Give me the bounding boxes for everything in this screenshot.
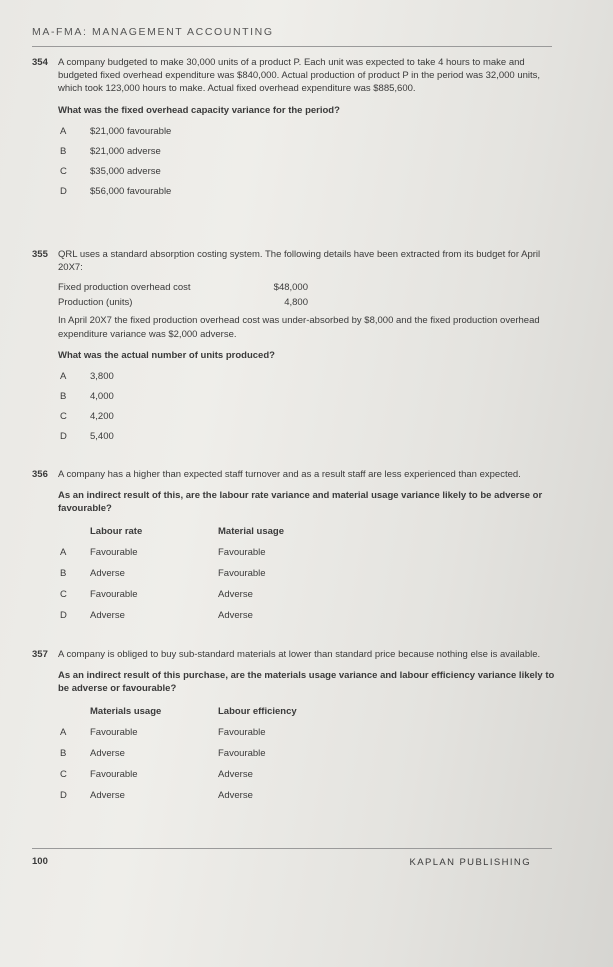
option-d[interactable] bbox=[58, 605, 558, 626]
running-header: MA-FMA: MANAGEMENT ACCOUNTING bbox=[32, 26, 274, 38]
option-b[interactable] bbox=[58, 743, 558, 764]
option-cell: Adverse bbox=[218, 768, 253, 780]
question-prompt: What was the fixed overhead capacity variance for the period? bbox=[58, 104, 340, 116]
option-text: $21,000 favourable bbox=[90, 126, 172, 138]
option-letter: B bbox=[60, 567, 67, 579]
detail-row bbox=[58, 295, 558, 310]
question-number: 356 bbox=[32, 469, 48, 480]
option-cell: Favourable bbox=[90, 726, 138, 738]
header-rule bbox=[32, 46, 552, 47]
option-cell: Favourable bbox=[218, 747, 266, 759]
option-letter: C bbox=[60, 768, 67, 780]
option-a[interactable] bbox=[58, 367, 558, 387]
option-text: 4,200 bbox=[90, 411, 114, 423]
option-a[interactable] bbox=[58, 122, 558, 142]
options-list bbox=[58, 367, 558, 447]
question-stem: QRL uses a standard absorption costing system. The following details have been extracted from its budget for April 20X7: bbox=[58, 249, 541, 274]
option-d[interactable] bbox=[58, 427, 558, 447]
option-b[interactable] bbox=[58, 563, 558, 584]
option-text: 5,400 bbox=[90, 431, 114, 443]
question-stem-continued: In April 20X7 the fixed production overhead cost was under-absorbed by $8,000 and the fixed production overhead expenditure variance was $2,000 adverse. bbox=[58, 315, 540, 340]
option-c[interactable] bbox=[58, 764, 558, 785]
option-letter: D bbox=[60, 609, 67, 621]
detail-value: 4,800 bbox=[284, 297, 308, 309]
question-prompt: As an indirect result of this purchase, are the materials usage variance and labour efficiency variance likely to be adverse or favourable? bbox=[58, 670, 555, 695]
option-cell: Favourable bbox=[218, 726, 266, 738]
option-letter: B bbox=[60, 747, 67, 759]
option-cell: Adverse bbox=[90, 789, 125, 801]
option-text: $35,000 adverse bbox=[90, 166, 161, 178]
option-letter: B bbox=[60, 391, 67, 403]
option-cell: Favourable bbox=[218, 567, 266, 579]
option-letter: A bbox=[60, 546, 67, 558]
option-letter: C bbox=[60, 166, 67, 178]
question-357 bbox=[32, 648, 558, 806]
question-354 bbox=[32, 56, 558, 202]
detail-label: Production (units) bbox=[58, 297, 133, 309]
question-prompt: What was the actual number of units produced? bbox=[58, 349, 275, 361]
detail-label: Fixed production overhead cost bbox=[58, 282, 191, 294]
option-cell: Adverse bbox=[90, 567, 125, 579]
question-number: 357 bbox=[32, 649, 48, 660]
grid-header bbox=[58, 521, 558, 542]
column-header: Labour rate bbox=[90, 525, 143, 537]
question-356 bbox=[32, 468, 558, 626]
question-stem: A company budgeted to make 30,000 units of a product P. Each unit was expected to take 4 hours to make and budgeted fixed overhead expenditure was $840,000. Actual production of product P in the period was 32,000 units, which took 123,000 hours to make. Actual fixed overhead expenditure was $885,600. bbox=[58, 57, 541, 95]
option-b[interactable] bbox=[58, 142, 558, 162]
option-a[interactable] bbox=[58, 722, 558, 743]
option-cell: Adverse bbox=[90, 609, 125, 621]
question-prompt: As an indirect result of this, are the labour rate variance and material usage variance likely to be adverse or favourable? bbox=[58, 490, 543, 515]
option-c[interactable] bbox=[58, 162, 558, 182]
detail-value: $48,000 bbox=[273, 282, 308, 294]
detail-row bbox=[58, 280, 558, 295]
footer-rule bbox=[32, 848, 552, 849]
option-letter: A bbox=[60, 726, 67, 738]
option-letter: D bbox=[60, 431, 67, 443]
publisher-name: KAPLAN PUBLISHING bbox=[409, 857, 531, 868]
option-letter: D bbox=[60, 789, 67, 801]
option-cell: Favourable bbox=[90, 546, 138, 558]
options-list bbox=[58, 122, 558, 202]
option-text: 4,000 bbox=[90, 391, 114, 403]
option-c[interactable] bbox=[58, 584, 558, 605]
grid-header bbox=[58, 701, 558, 722]
option-letter: A bbox=[60, 126, 67, 138]
question-stem: A company has a higher than expected staff turnover and as a result staff are less experienced than expected. bbox=[58, 469, 521, 480]
answer-grid bbox=[58, 521, 558, 626]
option-cell: Adverse bbox=[90, 747, 125, 759]
option-cell: Adverse bbox=[218, 588, 253, 600]
option-cell: Adverse bbox=[218, 609, 253, 621]
column-header: Material usage bbox=[218, 525, 284, 537]
column-header: Materials usage bbox=[90, 705, 162, 717]
option-text: 3,800 bbox=[90, 371, 114, 383]
answer-grid bbox=[58, 701, 558, 806]
option-cell: Favourable bbox=[90, 588, 138, 600]
question-stem: A company is obliged to buy sub-standard materials at lower than standard price because nothing else is available. bbox=[58, 649, 541, 660]
option-d[interactable] bbox=[58, 785, 558, 806]
question-355 bbox=[32, 248, 558, 447]
option-cell: Adverse bbox=[218, 789, 253, 801]
question-number: 354 bbox=[32, 57, 48, 68]
page-number: 100 bbox=[32, 856, 48, 867]
option-letter: C bbox=[60, 411, 67, 423]
option-letter: B bbox=[60, 146, 67, 158]
option-d[interactable] bbox=[58, 182, 558, 202]
option-letter: A bbox=[60, 371, 67, 383]
option-a[interactable] bbox=[58, 542, 558, 563]
column-header: Labour efficiency bbox=[218, 705, 297, 717]
option-b[interactable] bbox=[58, 387, 558, 407]
option-letter: D bbox=[60, 186, 67, 198]
option-text: $21,000 adverse bbox=[90, 146, 161, 158]
question-number: 355 bbox=[32, 249, 48, 260]
option-cell: Favourable bbox=[90, 768, 138, 780]
option-text: $56,000 favourable bbox=[90, 186, 172, 198]
option-cell: Favourable bbox=[218, 546, 266, 558]
option-c[interactable] bbox=[58, 407, 558, 427]
option-letter: C bbox=[60, 588, 67, 600]
